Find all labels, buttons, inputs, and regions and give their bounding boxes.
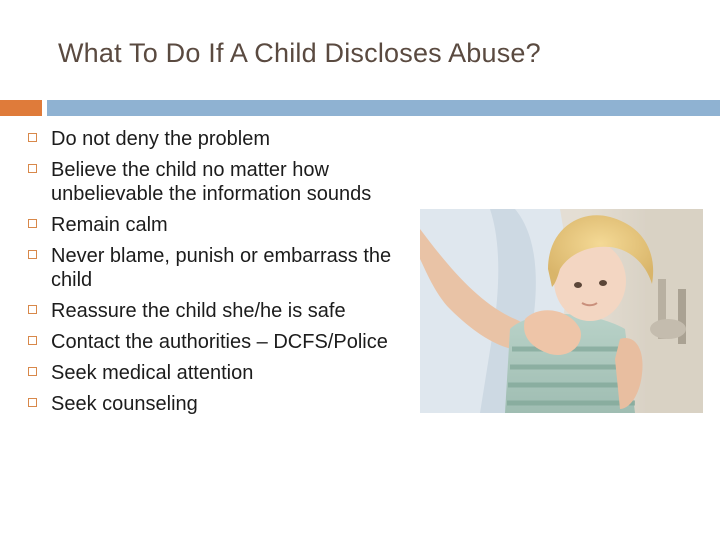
child-hug-photo xyxy=(420,209,703,413)
bullet-text: Do not deny the problem xyxy=(51,128,271,150)
title-divider-bar xyxy=(47,100,720,116)
bullet-square-icon xyxy=(28,398,37,407)
bullet-square-icon xyxy=(28,336,37,345)
bullet-square-icon xyxy=(28,133,37,142)
bullet-text: Remain calm xyxy=(51,214,168,236)
list-item xyxy=(28,330,418,354)
bullet-square-icon xyxy=(28,219,37,228)
list-item xyxy=(28,392,418,416)
title-accent-bar xyxy=(0,100,42,116)
bullet-square-icon xyxy=(28,305,37,314)
list-item xyxy=(28,127,418,151)
slide-title: What To Do If A Child Discloses Abuse? xyxy=(58,38,541,68)
list-item xyxy=(28,299,418,323)
list-item xyxy=(28,361,418,385)
bullet-text: Contact the authorities – DCFS/Police xyxy=(51,331,388,353)
bullet-text: Never blame, punish or embarrass the child xyxy=(51,245,392,291)
list-item xyxy=(28,244,418,292)
bullet-text: Reassure the child she/he is safe xyxy=(51,300,346,322)
bullet-text: Seek medical attention xyxy=(51,362,254,384)
bullet-square-icon xyxy=(28,367,37,376)
list-item xyxy=(28,213,418,237)
bullet-square-icon xyxy=(28,164,37,173)
bullet-square-icon xyxy=(28,250,37,259)
bullet-list xyxy=(28,127,418,423)
list-item xyxy=(28,158,418,206)
bullet-text: Seek counseling xyxy=(51,393,198,415)
bullet-text: Believe the child no matter how unbelievable the information sounds xyxy=(51,159,372,205)
